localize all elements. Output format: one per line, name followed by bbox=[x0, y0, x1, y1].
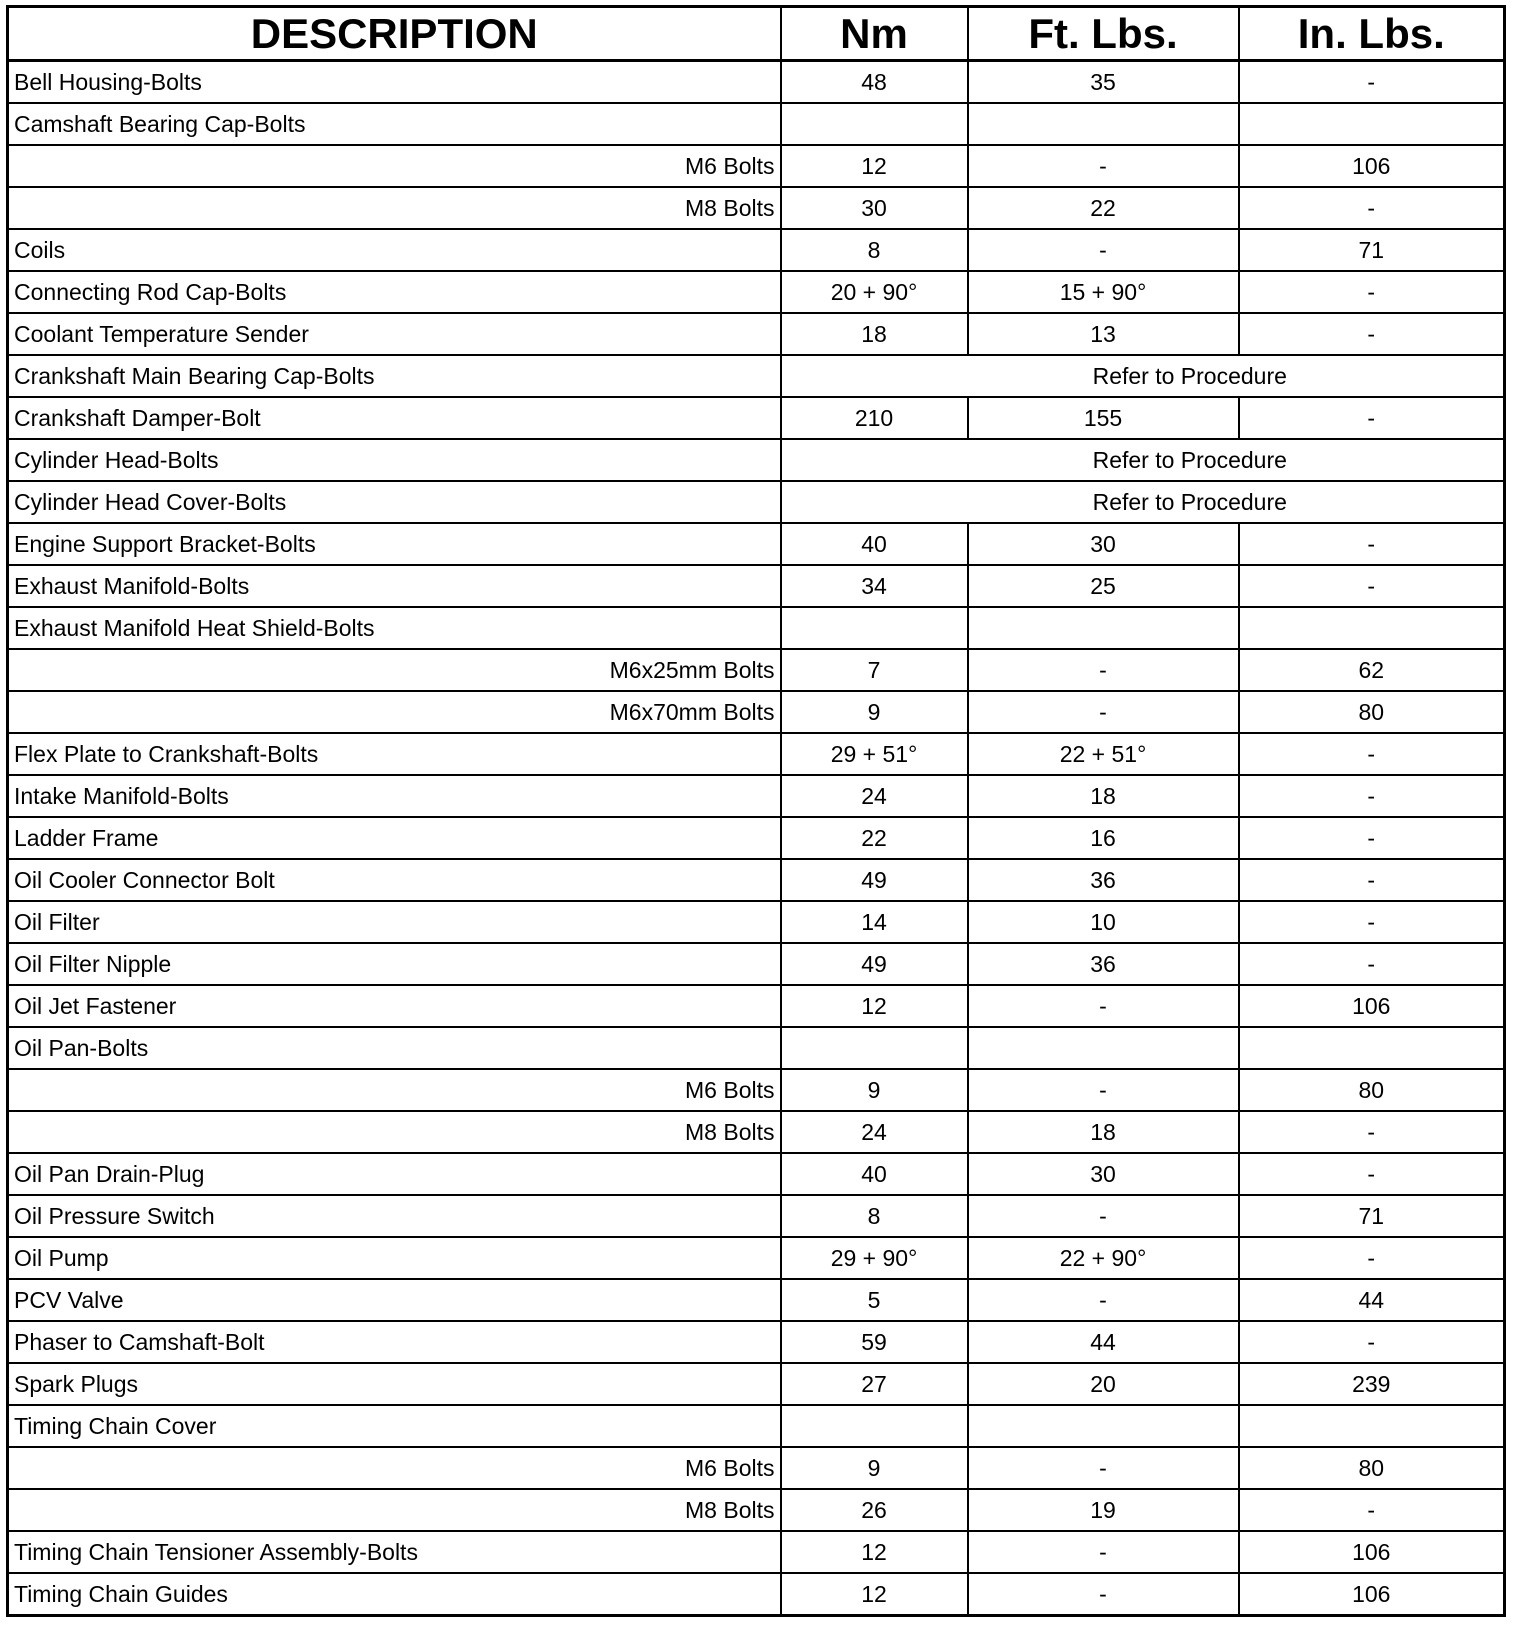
table-row bbox=[8, 775, 1505, 817]
nm-cell: 30 bbox=[781, 187, 968, 229]
nm-cell bbox=[781, 607, 968, 649]
table-row bbox=[8, 1489, 1505, 1531]
in-lbs-cell: - bbox=[1239, 61, 1505, 104]
table-body bbox=[8, 61, 1505, 1616]
in-lbs-cell: 44 bbox=[1239, 1279, 1505, 1321]
nm-cell: 12 bbox=[781, 1531, 968, 1573]
in-lbs-cell bbox=[1239, 1027, 1505, 1069]
header-ft-lbs: Ft. Lbs. bbox=[968, 7, 1239, 61]
nm-cell: 34 bbox=[781, 565, 968, 607]
ft-lbs-cell: 18 bbox=[968, 775, 1239, 817]
description-cell: Exhaust Manifold-Bolts bbox=[8, 565, 781, 607]
table-row bbox=[8, 1237, 1505, 1279]
header-in-lbs: In. Lbs. bbox=[1239, 7, 1505, 61]
description-cell: Oil Filter bbox=[8, 901, 781, 943]
in-lbs-cell: - bbox=[1239, 1111, 1505, 1153]
table-row bbox=[8, 1111, 1505, 1153]
header-nm: Nm bbox=[781, 7, 968, 61]
ft-lbs-cell: - bbox=[968, 1447, 1239, 1489]
nm-cell: 12 bbox=[781, 145, 968, 187]
table-row bbox=[8, 1153, 1505, 1195]
ft-lbs-cell: 20 bbox=[968, 1363, 1239, 1405]
ft-lbs-cell: - bbox=[968, 1069, 1239, 1111]
table-row bbox=[8, 691, 1505, 733]
table-row bbox=[8, 859, 1505, 901]
description-cell: Engine Support Bracket-Bolts bbox=[8, 523, 781, 565]
table-row bbox=[8, 61, 1505, 104]
nm-cell: 9 bbox=[781, 1069, 968, 1111]
ft-lbs-cell bbox=[968, 103, 1239, 145]
ft-lbs-cell: - bbox=[968, 985, 1239, 1027]
table-row bbox=[8, 145, 1505, 187]
ft-lbs-cell: 13 bbox=[968, 313, 1239, 355]
nm-cell: 5 bbox=[781, 1279, 968, 1321]
in-lbs-cell: - bbox=[1239, 397, 1505, 439]
description-cell: Flex Plate to Crankshaft-Bolts bbox=[8, 733, 781, 775]
description-cell: M8 Bolts bbox=[8, 1489, 781, 1531]
nm-cell: 8 bbox=[781, 229, 968, 271]
table-row bbox=[8, 103, 1505, 145]
description-cell: Timing Chain Cover bbox=[8, 1405, 781, 1447]
ft-lbs-cell: 36 bbox=[968, 943, 1239, 985]
description-cell: Coolant Temperature Sender bbox=[8, 313, 781, 355]
nm-cell: 29 + 51° bbox=[781, 733, 968, 775]
in-lbs-cell bbox=[1239, 1405, 1505, 1447]
in-lbs-cell: - bbox=[1239, 943, 1505, 985]
table-row bbox=[8, 439, 1505, 481]
description-cell: Oil Cooler Connector Bolt bbox=[8, 859, 781, 901]
table-row bbox=[8, 481, 1505, 523]
table-row bbox=[8, 943, 1505, 985]
description-cell: Camshaft Bearing Cap-Bolts bbox=[8, 103, 781, 145]
ft-lbs-cell: - bbox=[968, 649, 1239, 691]
in-lbs-cell: - bbox=[1239, 775, 1505, 817]
description-cell: Spark Plugs bbox=[8, 1363, 781, 1405]
nm-cell bbox=[781, 1027, 968, 1069]
table-row bbox=[8, 1447, 1505, 1489]
in-lbs-cell: 106 bbox=[1239, 1573, 1505, 1616]
nm-cell: 26 bbox=[781, 1489, 968, 1531]
ft-lbs-cell: 22 + 51° bbox=[968, 733, 1239, 775]
description-cell: M6 Bolts bbox=[8, 145, 781, 187]
description-cell: Oil Pressure Switch bbox=[8, 1195, 781, 1237]
nm-cell: 59 bbox=[781, 1321, 968, 1363]
description-cell: Oil Pan Drain-Plug bbox=[8, 1153, 781, 1195]
header-description: DESCRIPTION bbox=[8, 7, 781, 61]
ft-lbs-cell: 35 bbox=[968, 61, 1239, 104]
nm-cell: 22 bbox=[781, 817, 968, 859]
torque-spec-table bbox=[6, 5, 1506, 1617]
nm-cell: 29 + 90° bbox=[781, 1237, 968, 1279]
in-lbs-cell: - bbox=[1239, 565, 1505, 607]
in-lbs-cell: 80 bbox=[1239, 1447, 1505, 1489]
ft-lbs-cell: - bbox=[968, 1573, 1239, 1616]
in-lbs-cell: - bbox=[1239, 859, 1505, 901]
in-lbs-cell: - bbox=[1239, 733, 1505, 775]
nm-cell: 12 bbox=[781, 985, 968, 1027]
nm-cell: 49 bbox=[781, 943, 968, 985]
ft-lbs-cell: 30 bbox=[968, 1153, 1239, 1195]
nm-cell: 8 bbox=[781, 1195, 968, 1237]
nm-cell: 24 bbox=[781, 775, 968, 817]
table-row bbox=[8, 733, 1505, 775]
description-cell: Crankshaft Main Bearing Cap-Bolts bbox=[8, 355, 781, 397]
nm-cell: 9 bbox=[781, 691, 968, 733]
description-cell: Bell Housing-Bolts bbox=[8, 61, 781, 104]
in-lbs-cell bbox=[1239, 103, 1505, 145]
table-row bbox=[8, 229, 1505, 271]
table-row bbox=[8, 649, 1505, 691]
description-cell: PCV Valve bbox=[8, 1279, 781, 1321]
ft-lbs-cell: 10 bbox=[968, 901, 1239, 943]
in-lbs-cell: - bbox=[1239, 523, 1505, 565]
table-row bbox=[8, 1321, 1505, 1363]
ft-lbs-cell bbox=[968, 1405, 1239, 1447]
ft-lbs-cell: 22 bbox=[968, 187, 1239, 229]
ft-lbs-cell: 44 bbox=[968, 1321, 1239, 1363]
description-cell: Cylinder Head Cover-Bolts bbox=[8, 481, 781, 523]
table-row bbox=[8, 187, 1505, 229]
table-row bbox=[8, 397, 1505, 439]
procedure-note-cell: Refer to Procedure bbox=[781, 439, 1505, 481]
nm-cell bbox=[781, 103, 968, 145]
nm-cell: 48 bbox=[781, 61, 968, 104]
description-cell: Oil Filter Nipple bbox=[8, 943, 781, 985]
ft-lbs-cell: - bbox=[968, 1195, 1239, 1237]
ft-lbs-cell bbox=[968, 1027, 1239, 1069]
ft-lbs-cell: 25 bbox=[968, 565, 1239, 607]
description-cell: M6x70mm Bolts bbox=[8, 691, 781, 733]
ft-lbs-cell: 16 bbox=[968, 817, 1239, 859]
ft-lbs-cell: - bbox=[968, 145, 1239, 187]
ft-lbs-cell: 22 + 90° bbox=[968, 1237, 1239, 1279]
description-cell: Oil Jet Fastener bbox=[8, 985, 781, 1027]
description-cell: M8 Bolts bbox=[8, 187, 781, 229]
description-cell: Oil Pump bbox=[8, 1237, 781, 1279]
description-cell: Timing Chain Tensioner Assembly-Bolts bbox=[8, 1531, 781, 1573]
table-row bbox=[8, 1195, 1505, 1237]
ft-lbs-cell: 15 + 90° bbox=[968, 271, 1239, 313]
nm-cell: 49 bbox=[781, 859, 968, 901]
procedure-note-cell: Refer to Procedure bbox=[781, 355, 1505, 397]
table-row bbox=[8, 1027, 1505, 1069]
table-row bbox=[8, 523, 1505, 565]
in-lbs-cell: - bbox=[1239, 187, 1505, 229]
ft-lbs-cell: 155 bbox=[968, 397, 1239, 439]
table-row bbox=[8, 1531, 1505, 1573]
nm-cell: 40 bbox=[781, 1153, 968, 1195]
in-lbs-cell: 71 bbox=[1239, 1195, 1505, 1237]
table-row bbox=[8, 1363, 1505, 1405]
table-row bbox=[8, 355, 1505, 397]
in-lbs-cell: 106 bbox=[1239, 985, 1505, 1027]
ft-lbs-cell: - bbox=[968, 1279, 1239, 1321]
nm-cell: 40 bbox=[781, 523, 968, 565]
description-cell: M6 Bolts bbox=[8, 1447, 781, 1489]
description-cell: Timing Chain Guides bbox=[8, 1573, 781, 1616]
table-row bbox=[8, 565, 1505, 607]
nm-cell: 18 bbox=[781, 313, 968, 355]
ft-lbs-cell: - bbox=[968, 691, 1239, 733]
description-cell: Coils bbox=[8, 229, 781, 271]
nm-cell: 7 bbox=[781, 649, 968, 691]
nm-cell: 20 + 90° bbox=[781, 271, 968, 313]
description-cell: Oil Pan-Bolts bbox=[8, 1027, 781, 1069]
nm-cell: 12 bbox=[781, 1573, 968, 1616]
table-row bbox=[8, 607, 1505, 649]
nm-cell: 210 bbox=[781, 397, 968, 439]
ft-lbs-cell: - bbox=[968, 1531, 1239, 1573]
description-cell: Crankshaft Damper-Bolt bbox=[8, 397, 781, 439]
nm-cell: 14 bbox=[781, 901, 968, 943]
ft-lbs-cell: 18 bbox=[968, 1111, 1239, 1153]
in-lbs-cell: - bbox=[1239, 1237, 1505, 1279]
table-row bbox=[8, 1069, 1505, 1111]
table-row bbox=[8, 985, 1505, 1027]
description-cell: Phaser to Camshaft-Bolt bbox=[8, 1321, 781, 1363]
in-lbs-cell: 106 bbox=[1239, 1531, 1505, 1573]
in-lbs-cell: - bbox=[1239, 313, 1505, 355]
table-row bbox=[8, 1573, 1505, 1616]
nm-cell bbox=[781, 1405, 968, 1447]
in-lbs-cell: - bbox=[1239, 271, 1505, 313]
procedure-note-cell: Refer to Procedure bbox=[781, 481, 1505, 523]
table-row bbox=[8, 817, 1505, 859]
nm-cell: 9 bbox=[781, 1447, 968, 1489]
ft-lbs-cell: 36 bbox=[968, 859, 1239, 901]
description-cell: M6x25mm Bolts bbox=[8, 649, 781, 691]
in-lbs-cell: - bbox=[1239, 1153, 1505, 1195]
in-lbs-cell: 62 bbox=[1239, 649, 1505, 691]
table-row bbox=[8, 271, 1505, 313]
in-lbs-cell: 106 bbox=[1239, 145, 1505, 187]
description-cell: Intake Manifold-Bolts bbox=[8, 775, 781, 817]
description-cell: M8 Bolts bbox=[8, 1111, 781, 1153]
description-cell: Ladder Frame bbox=[8, 817, 781, 859]
ft-lbs-cell: 30 bbox=[968, 523, 1239, 565]
table-row bbox=[8, 1279, 1505, 1321]
in-lbs-cell: 80 bbox=[1239, 691, 1505, 733]
in-lbs-cell: 239 bbox=[1239, 1363, 1505, 1405]
description-cell: M6 Bolts bbox=[8, 1069, 781, 1111]
in-lbs-cell: - bbox=[1239, 1489, 1505, 1531]
in-lbs-cell: 80 bbox=[1239, 1069, 1505, 1111]
nm-cell: 27 bbox=[781, 1363, 968, 1405]
ft-lbs-cell: 19 bbox=[968, 1489, 1239, 1531]
in-lbs-cell: - bbox=[1239, 817, 1505, 859]
description-cell: Connecting Rod Cap-Bolts bbox=[8, 271, 781, 313]
ft-lbs-cell bbox=[968, 607, 1239, 649]
description-cell: Cylinder Head-Bolts bbox=[8, 439, 781, 481]
in-lbs-cell: - bbox=[1239, 1321, 1505, 1363]
header-row bbox=[8, 7, 1505, 61]
ft-lbs-cell: - bbox=[968, 229, 1239, 271]
table-row bbox=[8, 313, 1505, 355]
description-cell: Exhaust Manifold Heat Shield-Bolts bbox=[8, 607, 781, 649]
table-row bbox=[8, 1405, 1505, 1447]
in-lbs-cell: 71 bbox=[1239, 229, 1505, 271]
in-lbs-cell bbox=[1239, 607, 1505, 649]
in-lbs-cell: - bbox=[1239, 901, 1505, 943]
table-row bbox=[8, 901, 1505, 943]
nm-cell: 24 bbox=[781, 1111, 968, 1153]
